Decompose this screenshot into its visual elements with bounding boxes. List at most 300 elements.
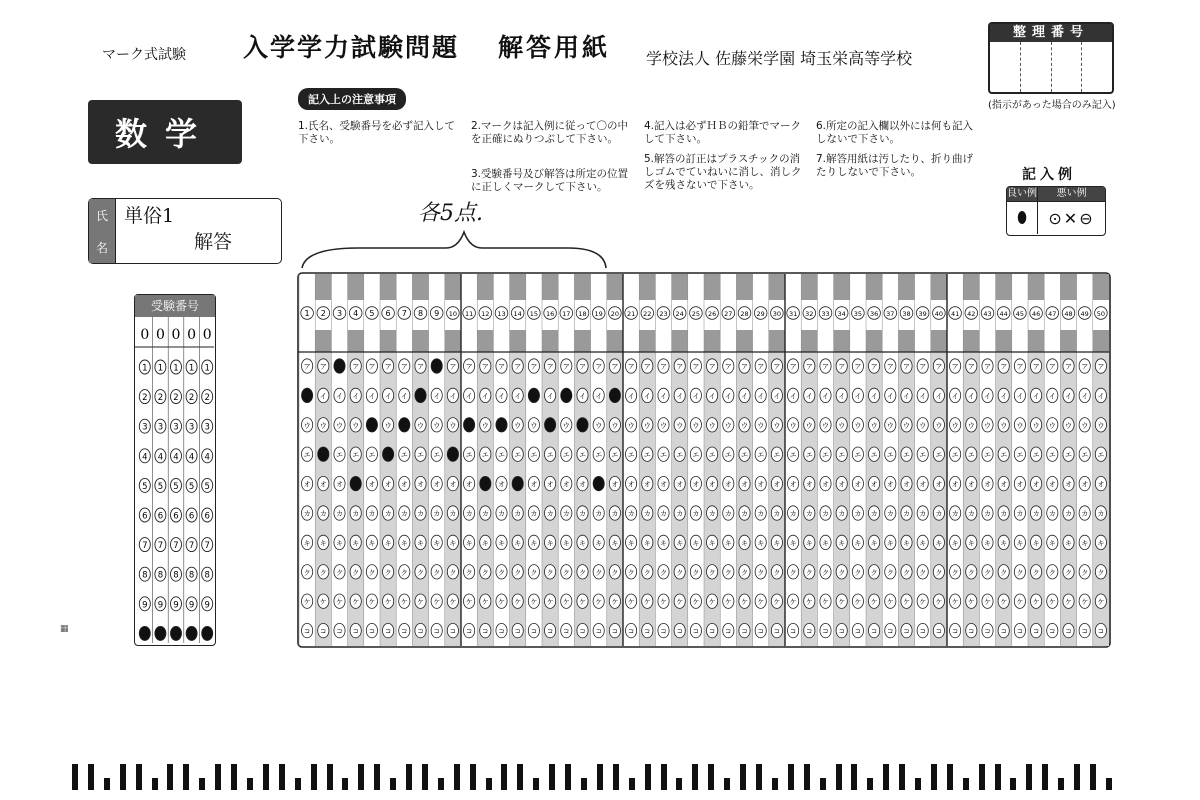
timing-mark xyxy=(915,778,921,790)
example-box xyxy=(1006,186,1106,236)
answer-bubble-label: キ xyxy=(805,539,813,548)
answer-bubble-label: ク xyxy=(368,568,376,577)
answer-bubble-label: コ xyxy=(449,627,457,636)
answer-bubble-label: カ xyxy=(984,510,991,518)
question-number: 26 xyxy=(707,310,717,318)
answer-bubble-label: ア xyxy=(352,363,360,371)
answer-bubble-label: エ xyxy=(1081,451,1089,460)
answer-bubble-label: ウ xyxy=(870,421,878,430)
answer-bubble[interactable] xyxy=(528,388,539,402)
timing-mark xyxy=(581,778,587,790)
answer-bubble-label: ア xyxy=(903,363,910,371)
answer-bubble-label: イ xyxy=(319,392,327,401)
answer-bubble-label: イ xyxy=(1065,392,1072,401)
answer-bubble-label: オ xyxy=(838,480,846,489)
exam-id-bubble-label: 2 xyxy=(142,393,148,404)
answer-bubble-label: カ xyxy=(579,510,586,518)
answer-bubble-label: エ xyxy=(903,451,910,460)
answer-bubble-label: ク xyxy=(886,568,894,577)
answer-bubble-label: ア xyxy=(919,363,927,371)
question-number: 48 xyxy=(1064,310,1073,318)
answer-bubble-label: ク xyxy=(595,568,603,577)
answer-bubble-label: ア xyxy=(595,363,603,371)
exam-id-bubble[interactable] xyxy=(171,626,182,640)
answer-bubble-label: コ xyxy=(627,627,635,636)
answer-bubble-label: ア xyxy=(870,363,878,371)
answer-bubble-label: ク xyxy=(1000,568,1008,577)
answer-bubble-label: コ xyxy=(400,627,408,636)
answer-bubble-label: ケ xyxy=(886,598,894,607)
answer-bubble-label: ク xyxy=(449,568,457,577)
answer-bubble-label: ウ xyxy=(336,421,343,430)
answer-bubble-label: コ xyxy=(951,627,959,636)
timing-mark xyxy=(279,764,285,790)
answer-bubble-label: ウ xyxy=(984,421,991,430)
reference-number-cell[interactable] xyxy=(1052,42,1083,92)
answer-bubble-label: コ xyxy=(838,627,846,636)
answer-bubble-label: エ xyxy=(611,451,619,460)
question-number: 31 xyxy=(788,310,798,318)
answer-bubble-label: イ xyxy=(336,392,343,401)
answer-bubble-label: ア xyxy=(967,363,975,371)
answer-bubble-label: イ xyxy=(1000,392,1008,401)
answer-bubble-label: ケ xyxy=(579,598,586,607)
answer-bubble-label: オ xyxy=(1048,480,1056,489)
answer-bubble-label: キ xyxy=(595,539,603,548)
answer-bubble[interactable] xyxy=(366,418,377,432)
answer-bubble-label: エ xyxy=(789,451,797,460)
exam-id-box xyxy=(134,294,216,646)
answer-bubble-label: ア xyxy=(789,363,797,371)
answer-bubble[interactable] xyxy=(399,418,410,432)
exam-id-bubble-label: 1 xyxy=(157,363,164,374)
answer-bubble-label: ア xyxy=(530,363,538,371)
timing-mark xyxy=(311,764,317,790)
answer-bubble-label: オ xyxy=(951,480,959,489)
answer-bubble-label: ク xyxy=(757,568,765,577)
answer-bubble[interactable] xyxy=(545,418,556,432)
answer-bubble-label: ケ xyxy=(611,598,619,607)
timing-mark xyxy=(374,764,380,790)
exam-id-bubble-label: 9 xyxy=(204,600,210,611)
answer-bubble-label: オ xyxy=(984,480,991,489)
subject-label: 数学 xyxy=(88,100,242,164)
answer-bubble-label: カ xyxy=(854,510,862,518)
timing-mark xyxy=(454,764,460,790)
answer-bubble-label: イ xyxy=(886,392,894,401)
timing-marks xyxy=(72,764,1112,790)
answer-bubble-label: ク xyxy=(1081,568,1089,577)
answer-bubble-label: ケ xyxy=(838,598,846,607)
reference-number-cell[interactable] xyxy=(1021,42,1052,92)
answer-bubble-label: ク xyxy=(352,568,360,577)
answer-bubble-label: ウ xyxy=(741,421,748,430)
answer-bubble-label: コ xyxy=(984,627,991,636)
reference-number-cell[interactable] xyxy=(990,42,1021,92)
answer-bubble-label: コ xyxy=(1048,627,1056,636)
answer-bubble-label: ク xyxy=(481,568,489,577)
answer-bubble-label: ア xyxy=(692,363,700,371)
side-mark-icon: ▦ xyxy=(60,624,69,634)
exam-id-bubble-label: 3 xyxy=(204,422,210,433)
timing-mark xyxy=(899,764,905,790)
answer-bubble-label: ア xyxy=(368,363,376,371)
timing-mark xyxy=(1106,778,1112,790)
timing-mark xyxy=(708,764,714,790)
answer-bubble-label: ア xyxy=(676,363,684,371)
answer-bubble[interactable] xyxy=(318,447,329,461)
answer-bubble-label: カ xyxy=(368,510,376,518)
question-number: 40 xyxy=(934,310,944,318)
answer-bubble-label: ケ xyxy=(1032,598,1040,607)
answer-bubble-label: コ xyxy=(579,627,586,636)
answer-bubble-label: ウ xyxy=(838,421,846,430)
answer-bubble-label: コ xyxy=(676,627,684,636)
answer-bubble-label: ケ xyxy=(724,598,732,607)
answer-bubble-label: カ xyxy=(514,510,522,518)
timing-mark xyxy=(851,764,857,790)
note-item: 1.氏名、受験番号を必ず記入して下さい。 xyxy=(298,120,456,145)
timing-mark xyxy=(756,764,762,790)
question-number: 4 xyxy=(353,309,359,318)
answer-bubble-label: エ xyxy=(724,451,732,460)
answer-bubble-label: オ xyxy=(903,480,910,489)
answer-bubble-label: カ xyxy=(595,510,603,518)
timing-mark xyxy=(1010,778,1016,790)
timing-mark xyxy=(517,764,523,790)
timing-mark xyxy=(327,764,333,790)
answer-bubble-label: カ xyxy=(400,510,408,518)
answer-bubble-label: コ xyxy=(724,627,732,636)
exam-id-bubble[interactable] xyxy=(155,626,166,640)
answer-bubble-label: コ xyxy=(643,627,651,636)
exam-id-bubble-label: 4 xyxy=(188,452,195,463)
handwritten-brace xyxy=(298,226,610,272)
answer-bubble[interactable] xyxy=(480,476,491,490)
note-item: 2.マークは記入例に従って〇の中を正確にぬりつぶして下さい。 xyxy=(471,120,629,145)
answer-bubble-label: イ xyxy=(967,392,975,401)
answer-bubble-label: オ xyxy=(546,480,554,489)
answer-bubble-label: キ xyxy=(822,539,829,548)
answer-bubble-label: ケ xyxy=(530,598,538,607)
exam-id-bubble-label: 7 xyxy=(173,541,179,552)
question-number: 50 xyxy=(1096,310,1106,318)
answer-bubble-label: キ xyxy=(579,539,586,548)
question-number: 3 xyxy=(336,309,343,318)
answer-bubble-label: イ xyxy=(805,392,813,401)
answer-bubble-label: コ xyxy=(562,627,570,636)
note-item: 5.解答の訂正はプラスチックの消しゴムでていねいに消し、消しクズを残さないで下さい。 xyxy=(644,153,802,191)
answer-bubble-label: カ xyxy=(498,510,505,518)
answer-bubble-label: エ xyxy=(805,451,813,460)
question-number: 25 xyxy=(691,310,701,318)
answer-bubble-label: コ xyxy=(481,627,489,636)
reference-number-box xyxy=(988,22,1114,94)
answer-bubble-label: キ xyxy=(935,539,943,548)
name-value xyxy=(116,199,240,263)
answer-bubble-label: コ xyxy=(805,627,813,636)
timing-mark xyxy=(613,764,619,790)
exam-id-bubble-label: 5 xyxy=(142,481,148,492)
note-item: 6.所定の記入欄以外には何も記入しないで下さい。 xyxy=(816,120,974,145)
answer-bubble-label: ウ xyxy=(433,421,441,430)
exam-id-bubble-label: 1 xyxy=(188,363,195,374)
question-number: 44 xyxy=(999,310,1008,318)
timing-mark xyxy=(820,778,826,790)
answer-bubble-label: ケ xyxy=(627,598,635,607)
answer-bubble-label: ク xyxy=(579,568,586,577)
answer-bubble-label: キ xyxy=(951,539,959,548)
exam-id-digit: 0 xyxy=(171,327,181,343)
exam-id-bubble-label: 1 xyxy=(204,363,210,374)
answer-bubble-label: ア xyxy=(1065,363,1072,371)
answer-bubble-label: イ xyxy=(400,392,408,401)
exam-id-digit: 0 xyxy=(140,327,150,343)
timing-mark xyxy=(263,764,269,790)
answer-bubble-label: エ xyxy=(773,451,781,460)
answer-bubble-label: カ xyxy=(384,510,392,518)
answer-bubble-label: ア xyxy=(838,363,846,371)
timing-mark xyxy=(136,764,142,790)
exam-id-bubble-label: 3 xyxy=(157,422,164,433)
timing-mark xyxy=(1074,764,1080,790)
answer-bubble-label: コ xyxy=(692,627,700,636)
answer-bubble-label: コ xyxy=(757,627,765,636)
answer-bubble-label: ア xyxy=(449,363,457,371)
answer-bubble-label: ウ xyxy=(481,421,489,430)
answer-bubble-label: ア xyxy=(1048,363,1056,371)
answer-bubble-label: エ xyxy=(951,451,959,460)
answer-bubble-label: エ xyxy=(870,451,878,460)
answer-bubble-label: ア xyxy=(773,363,781,371)
answer-bubble-label: ア xyxy=(660,363,667,371)
answer-bubble-label: カ xyxy=(1048,510,1056,518)
name-value-line-1: 単俗1 xyxy=(124,205,175,227)
timing-mark xyxy=(295,778,301,790)
exam-id-bubble-label: 3 xyxy=(173,422,179,433)
timing-mark xyxy=(549,764,555,790)
answer-bubble-label: ウ xyxy=(854,421,862,430)
answer-bubble-label: オ xyxy=(1065,480,1072,489)
exam-id-bubble-label: 9 xyxy=(173,600,179,611)
answer-bubble-label: ア xyxy=(822,363,829,371)
answer-bubble[interactable] xyxy=(561,388,572,402)
answer-bubble-label: カ xyxy=(319,510,327,518)
answer-bubble-label: キ xyxy=(368,539,376,548)
answer-bubble-label: オ xyxy=(303,480,311,489)
answer-bubble-label: イ xyxy=(724,392,732,401)
answer-bubble-label: イ xyxy=(449,392,457,401)
timing-mark xyxy=(438,778,444,790)
answer-bubble-label: オ xyxy=(919,480,927,489)
answer-bubble-label: オ xyxy=(692,480,700,489)
answer-bubble[interactable] xyxy=(302,388,313,402)
answer-bubble-label: ケ xyxy=(984,598,991,607)
answer-bubble-label: ア xyxy=(951,363,959,371)
answer-bubble[interactable] xyxy=(383,447,394,461)
question-number: 22 xyxy=(643,310,652,318)
answer-bubble-label: ア xyxy=(562,363,570,371)
answer-bubble-label: オ xyxy=(611,480,619,489)
answer-bubble[interactable] xyxy=(593,476,604,490)
answer-bubble-label: オ xyxy=(433,480,441,489)
answer-bubble-label: イ xyxy=(1097,392,1105,401)
question-number: 21 xyxy=(626,310,636,318)
exam-id-bubble[interactable] xyxy=(202,626,213,640)
timing-mark xyxy=(533,778,539,790)
answer-bubble-label: ケ xyxy=(741,598,748,607)
answer-bubble-label: ク xyxy=(384,568,392,577)
answer-bubble-label: ク xyxy=(643,568,651,577)
question-number: 32 xyxy=(805,310,814,318)
answer-bubble[interactable] xyxy=(577,418,588,432)
answer-bubble-label: ク xyxy=(822,568,829,577)
exam-id-bubble-label: 7 xyxy=(142,541,148,552)
timing-mark xyxy=(231,764,237,790)
answer-bubble-label: ケ xyxy=(384,598,392,607)
exam-id-bubble[interactable] xyxy=(186,626,197,640)
answer-bubble-label: ク xyxy=(935,568,943,577)
answer-bubble-label: エ xyxy=(822,451,829,460)
question-number: 45 xyxy=(1015,310,1025,318)
timing-mark xyxy=(740,764,746,790)
answer-bubble-label: エ xyxy=(1097,451,1105,460)
answer-bubble-label: ク xyxy=(303,568,311,577)
answer-bubble-label: ク xyxy=(433,568,441,577)
timing-mark xyxy=(947,764,953,790)
answer-bubble-label: イ xyxy=(384,392,392,401)
question-number: 29 xyxy=(756,310,765,318)
answer-bubble-label: イ xyxy=(579,392,586,401)
answer-bubble-label: コ xyxy=(870,627,878,636)
answer-bubble-label: コ xyxy=(773,627,781,636)
exam-id-bubble-label: 6 xyxy=(142,511,148,522)
timing-mark xyxy=(247,778,253,790)
answer-bubble[interactable] xyxy=(415,388,426,402)
answer-bubble-label: イ xyxy=(984,392,991,401)
answer-bubble-label: ク xyxy=(319,568,327,577)
answer-bubble-label: ケ xyxy=(417,598,424,607)
name-field[interactable] xyxy=(88,198,282,264)
answer-bubble-label: コ xyxy=(595,627,603,636)
question-number: 14 xyxy=(513,310,522,318)
answer-bubble-label: キ xyxy=(465,539,473,548)
answer-bubble[interactable] xyxy=(447,447,458,461)
exam-id-bubble-label: 9 xyxy=(157,600,164,611)
answer-bubble[interactable] xyxy=(512,476,523,490)
timing-mark xyxy=(1026,764,1032,790)
answer-bubble-label: イ xyxy=(951,392,959,401)
answer-bubble-label: ア xyxy=(498,363,505,371)
answer-bubble-label: カ xyxy=(676,510,684,518)
answer-bubble-label: ク xyxy=(741,568,748,577)
answer-bubble-label: カ xyxy=(417,510,424,518)
exam-id-bubble-label: 7 xyxy=(204,541,210,552)
question-number: 9 xyxy=(434,309,440,318)
answer-bubble-label: ウ xyxy=(1081,421,1089,430)
answer-bubble-label: イ xyxy=(595,392,603,401)
answer-bubble-label: ウ xyxy=(449,421,457,430)
answer-bubble-label: イ xyxy=(708,392,716,401)
answer-bubble[interactable] xyxy=(496,418,507,432)
timing-mark xyxy=(72,764,78,790)
answer-bubble-label: ケ xyxy=(903,598,910,607)
answer-bubble-label: ウ xyxy=(967,421,975,430)
answer-bubble-label: ケ xyxy=(368,598,376,607)
answer-bubble-label: キ xyxy=(773,539,781,548)
answer-bubble-label: カ xyxy=(967,510,975,518)
timing-mark xyxy=(804,764,810,790)
timing-mark xyxy=(486,778,492,790)
answer-bubble-label: ク xyxy=(984,568,991,577)
answer-bubble-label: ク xyxy=(789,568,797,577)
example-header xyxy=(1007,187,1105,202)
timing-mark xyxy=(692,764,698,790)
exam-id-bubble[interactable] xyxy=(139,626,150,640)
reference-number-cell[interactable] xyxy=(1082,42,1112,92)
answer-bubble-label: ケ xyxy=(514,598,522,607)
answer-bubble-label: オ xyxy=(1016,480,1024,489)
answer-bubble-label: オ xyxy=(1032,480,1040,489)
answer-bubble-label: キ xyxy=(724,539,732,548)
note-item: 7.解答用紙は汚したり、折り曲げたりしないで下さい。 xyxy=(816,153,974,178)
answer-bubble-label: ク xyxy=(805,568,813,577)
answer-bubble[interactable] xyxy=(609,388,620,402)
answer-bubble-label: コ xyxy=(514,627,522,636)
answer-bubble-label: コ xyxy=(319,627,327,636)
answer-bubble-label: オ xyxy=(627,480,635,489)
answer-bubble-label: カ xyxy=(611,510,619,518)
answer-bubble-label: オ xyxy=(676,480,684,489)
answer-bubble-label: ク xyxy=(498,568,505,577)
timing-mark xyxy=(995,764,1001,790)
answer-bubble-label: コ xyxy=(1032,627,1040,636)
answer-bubble-label: ケ xyxy=(676,598,684,607)
answer-bubble[interactable] xyxy=(334,359,345,373)
answer-bubble[interactable] xyxy=(464,418,475,432)
question-number: 5 xyxy=(369,309,375,318)
timing-mark xyxy=(788,764,794,790)
answer-bubble-label: カ xyxy=(822,510,829,518)
answer-bubble-label: エ xyxy=(1016,451,1024,460)
note-item: 4.記入は必ずＨＢの鉛筆でマークして下さい。 xyxy=(644,120,802,145)
timing-mark xyxy=(883,764,889,790)
timing-mark xyxy=(979,764,985,790)
answer-bubble-label: カ xyxy=(530,510,538,518)
answer-bubble-label: ウ xyxy=(692,421,700,430)
exam-id-bubble-label: 9 xyxy=(188,600,195,611)
answer-bubble-label: イ xyxy=(433,392,441,401)
answer-bubble-label: カ xyxy=(481,510,489,518)
answer-bubble-label: キ xyxy=(433,539,441,548)
answer-bubble-label: コ xyxy=(352,627,360,636)
answer-bubble-label: ケ xyxy=(870,598,878,607)
answer-bubble[interactable] xyxy=(431,359,442,373)
answer-bubble-label: ウ xyxy=(660,421,667,430)
sheet-subtitle: 解答用紙 xyxy=(498,33,611,62)
exam-id-bubble-label: 8 xyxy=(142,570,148,581)
answer-bubble-label: ア xyxy=(514,363,522,371)
answer-bubble[interactable] xyxy=(350,476,361,490)
question-number: 8 xyxy=(417,309,424,318)
answer-bubble-label: キ xyxy=(789,539,797,548)
timing-mark xyxy=(390,778,396,790)
answer-bubble-label: カ xyxy=(757,510,765,518)
answer-bubble-label: ウ xyxy=(352,421,360,430)
answer-bubble-label: コ xyxy=(741,627,748,636)
answer-bubble-label: エ xyxy=(741,451,748,460)
answer-bubble-label: イ xyxy=(676,392,684,401)
